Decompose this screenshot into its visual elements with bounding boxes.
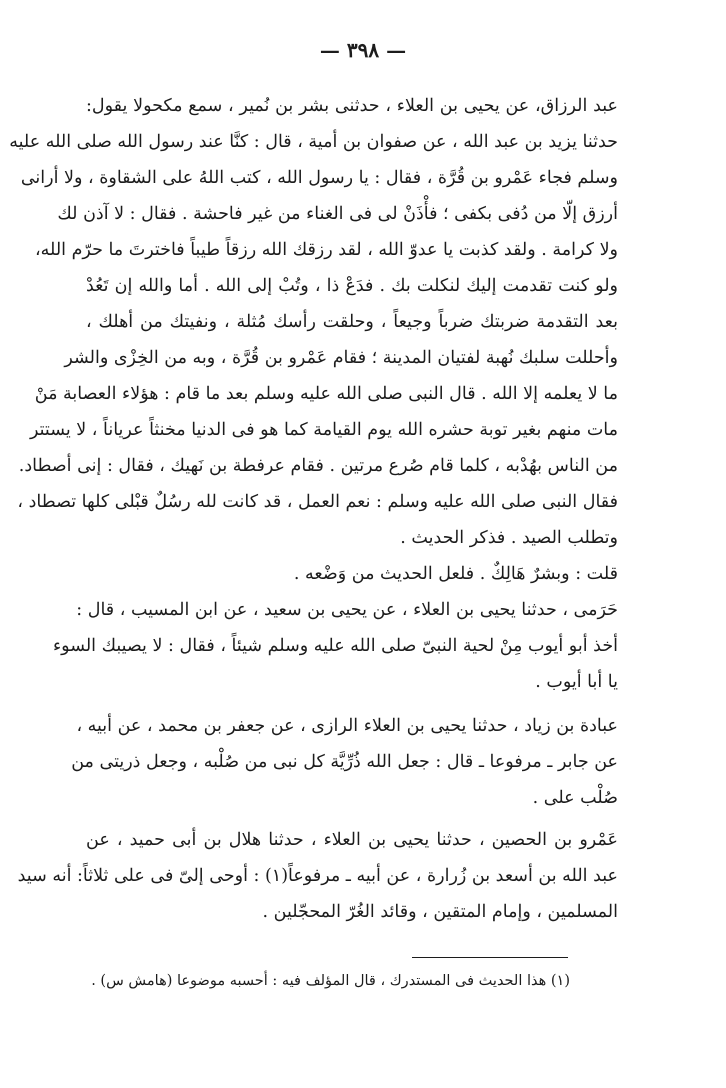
text-line: صُلْب على . <box>532 788 618 808</box>
text-line: عَمْرو بن الحصين ، حدثنا يحيى بن العلاء ، حدثنا هلال بن أبى حميد ، عن <box>86 830 618 850</box>
text-line: المسلمين ، وإمام المتقين ، وقائد الغُرّ المحجّلين . <box>262 902 618 922</box>
text-line: حدثنا يزيد بن عبد الله ، عن صفوان بن أمية ، قال : كنَّا عند رسول الله صلى الله عليه <box>9 132 618 152</box>
text-line: وتطلب الصيد . فذكر الحديث . <box>400 528 618 548</box>
text-line: بعد التقدمة ضربتك ضرباً وجيعاً ، وحلقت رأسك مُثلة ، ونفيتك من أهلك ، <box>86 312 618 332</box>
body-text <box>9 88 618 930</box>
text-line: أرزق إلّا من دُفى بكفى ؛ فأْذَنْ لى فى الغناء من غير فاحشة . فقال : لا آذن لك <box>57 204 618 224</box>
page-number: — ٣٩٨ — <box>319 38 407 62</box>
text-line: وأحللت سلبك نُهبة لفتيان المدينة ؛ فقام عَمْرو بن قُرَّة ، وبه من الخِزْى والشر <box>64 348 618 368</box>
text-line: عبد الرزاق، عن يحيى بن العلاء ، حدثنى بشر بن نُمير ، سمع مكحولا يقول: <box>86 96 618 116</box>
text-line: مات منهم بغير توبة حشره الله يوم القيامة كما هو فى الدنيا مخنثاً عرياناً ، لا يستتر <box>29 420 618 440</box>
text-line: وسلم فجاء عَمْرو بن قُرَّة ، فقال : يا رسول الله ، كتب اللهُ على الشقاوة ، ولا أرانى <box>20 168 618 188</box>
text-line: من الناس بهُدْبه ، كلما قام صُرع مرتين . فقام عرفطة بن نَهيك ، فقال : إنى أصطاد. <box>18 456 618 476</box>
text-line: ولو كنت تقدمت إليك لنكلت بك . فدَعْ ذا ، وتُبْ إلى الله . أما والله إن تَعُدْ <box>86 276 618 296</box>
text-line: أخذ أبو أيوب مِنْ لحية النبىّ صلى الله عليه وسلم شيئاً ، فقال : لا يصيبك السوء <box>52 636 618 656</box>
text-line: عبد الله بن أسعد بن زُرارة ، عن أبيه ـ مرفوعاً(١) : أوحى إلىّ فى على ثلاثاً: أنه سيد <box>17 866 618 886</box>
text-line: عن جابر ـ مرفوعا ـ قال : جعل الله ذُرِّيَّة كل نبى من صُلْبه ، وجعل ذريتى من <box>71 752 618 772</box>
text-line: حَرَمى ، حدثنا يحيى بن العلاء ، عن يحيى بن سعيد ، عن ابن المسيب ، قال : <box>76 600 618 620</box>
author-note-line: قلت : وبشرٌ هَالِكٌ . فلعل الحديث من وَضْعه . <box>293 564 618 584</box>
text-line: ولا كرامة . ولقد كذبت يا عدوّ الله ، لقد رزقك الله رزقاً طيباً فاخترتَ ما حرّم الله، <box>35 240 618 260</box>
footnote-divider <box>412 957 568 958</box>
footnote: (١) هذا الحديث فى المستدرك ، قال المؤلف فيه : أحسبه موضوعا (هامش س) . <box>91 973 570 989</box>
text-line: يا أبا أيوب . <box>535 672 618 692</box>
text-line: ما لا يعلمه إلا الله . قال النبى صلى الله عليه وسلم بعد ما قام : هؤلاء العصابة مَنْ <box>34 384 618 404</box>
text-line: فقال النبى صلى الله عليه وسلم : نعم العمل ، قد كانت لله رسُلٌ قبْلى كلها تصطاد ، <box>17 492 618 512</box>
text-line: عبادة بن زياد ، حدثنا يحيى بن العلاء الرازى ، عن جعفر بن محمد ، عن أبيه ، <box>76 716 618 736</box>
